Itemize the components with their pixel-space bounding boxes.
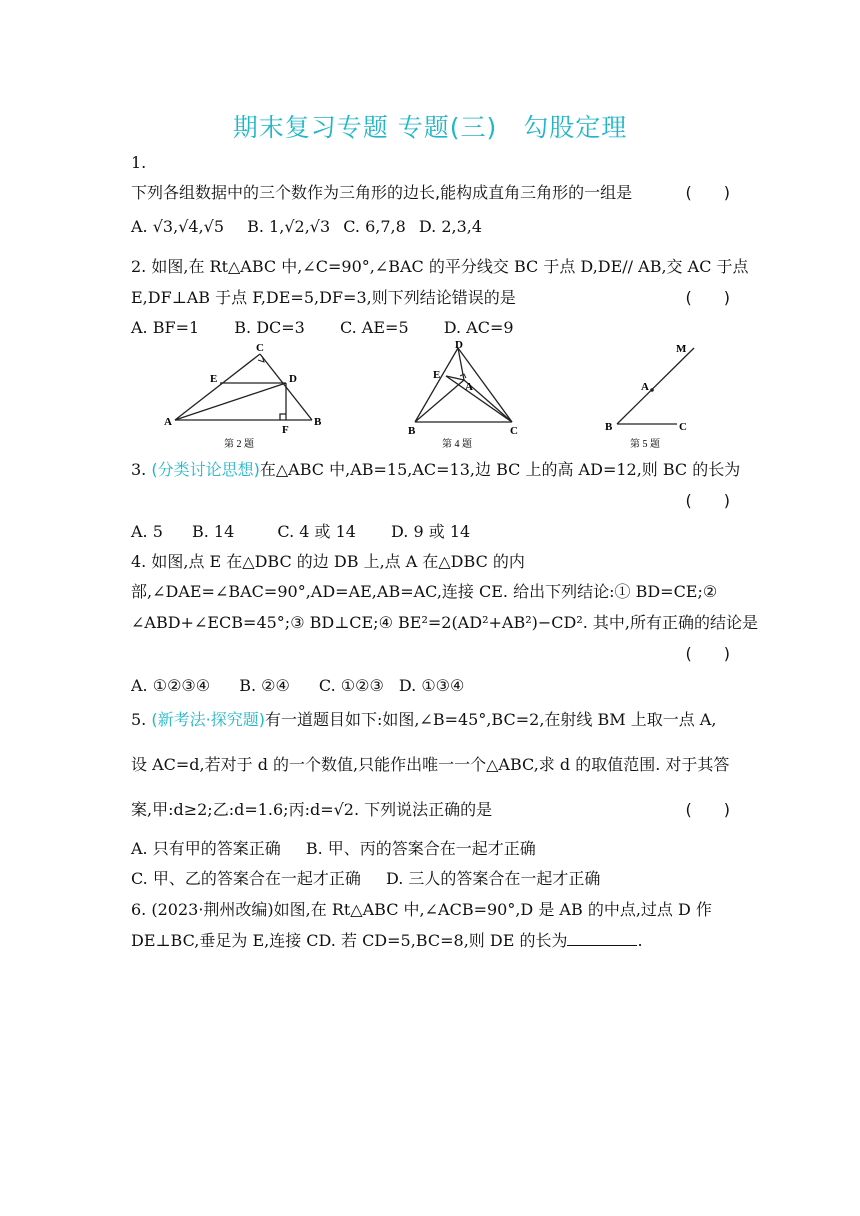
q2-option-a[interactable]: A. BF=1 (131, 318, 200, 337)
page-title: 期末复习专题 专题(三) 勾股定理 (232, 113, 628, 142)
q1-option-d[interactable]: D. 2,3,4 (418, 217, 483, 236)
fig2-caption: 第 2 题 (224, 439, 254, 450)
q4-options (131, 675, 464, 697)
fig2-label-f: F (282, 424, 289, 436)
fig2-label-b: B (314, 416, 322, 428)
q3-option-c[interactable]: C. 4 或 14 (277, 522, 356, 541)
figure-5 (617, 348, 694, 424)
q1-option-b[interactable]: B. 1,√2,√3 (247, 217, 331, 236)
q5-options-row1 (131, 838, 536, 860)
q4-line3: ∠ABD+∠ECB=45°;③ BD⊥CE;④ BE²=2(AD²+AB²)−CD². 其中,所有正确的结论是 (131, 613, 759, 632)
figures-strip (0, 338, 860, 458)
q1-paren: ( ) (685, 183, 730, 202)
q5-options-row2 (131, 868, 600, 890)
fig5-label-a: A (641, 381, 649, 393)
q6-line1: 6. (2023·荆州改编)如图,在 Rt△ABC 中,∠ACB=90°,D 是 AB 的中点,过点 D 作 (131, 900, 712, 919)
q4-option-d[interactable]: D. ①③④ (398, 676, 465, 695)
q5-paren: ( ) (685, 800, 730, 819)
q5-number: 5. (131, 710, 147, 729)
q2-paren: ( ) (685, 288, 730, 307)
fig5-caption: 第 5 题 (630, 439, 660, 450)
q2-line2: E,DF⊥AB 于点 F,DE=5,DF=3,则下列结论错误的是 (131, 288, 516, 307)
q1-options (131, 216, 482, 238)
fig4-label-a: A (465, 381, 473, 393)
fig4-label-c: C (510, 425, 518, 437)
q5-line1 (131, 709, 716, 731)
q6-text2-end: . (637, 931, 643, 950)
q4-option-a[interactable]: A. ①②③④ (131, 676, 211, 695)
fig4-label-e: E (433, 369, 441, 381)
q2-line1: 2. 如图,在 Rt△ABC 中,∠C=90°,∠BAC 的平分线交 BC 于点 D,DE// AB,交 AC 于点 (131, 257, 749, 276)
fig2-label-c: C (256, 342, 264, 354)
q3-options (131, 521, 470, 543)
fig2-label-a: A (164, 416, 172, 428)
q3-number: 3. (131, 460, 147, 479)
figure-4 (415, 348, 512, 422)
q3-option-b[interactable]: B. 14 (192, 522, 235, 541)
q5-text1: 有一道题目如下:如图,∠B=45°,BC=2,在射线 BM 上取一点 A, (264, 710, 717, 729)
q2-option-c[interactable]: C. AE=5 (339, 318, 409, 337)
q5-option-d[interactable]: D. 三人的答案合在一起才正确 (385, 869, 601, 888)
q1-text: 下列各组数据中的三个数作为三角形的边长,能构成直角三角形的一组是 (131, 183, 633, 202)
figure-2 (175, 354, 312, 420)
q3-option-a[interactable]: A. 5 (131, 522, 163, 541)
q3-option-d[interactable]: D. 9 或 14 (391, 522, 471, 541)
q5-option-a[interactable]: A. 只有甲的答案正确 (131, 839, 281, 858)
fig5-point-a (650, 388, 654, 392)
q2-option-d[interactable]: D. AC=9 (443, 318, 514, 337)
fig4-label-b: B (408, 425, 416, 437)
q3-line (131, 459, 740, 481)
q4-option-c[interactable]: C. ①②③ (318, 676, 384, 695)
q5-line3: 案,甲:d≥2;乙:d=1.6;丙:d=√2. 下列说法正确的是 (131, 800, 493, 819)
q3-paren: ( ) (685, 491, 730, 510)
q5-tag: (新考法·探究题) (151, 710, 265, 729)
q4-line1: 4. 如图,点 E 在△DBC 的边 DB 上,点 A 在△DBC 的内 (131, 552, 525, 571)
q4-line2: 部,∠DAE=∠BAC=90°,AD=AE,AB=AC,连接 CE. 给出下列结论:① BD=CE;② (131, 582, 718, 601)
q5-option-c[interactable]: C. 甲、乙的答案合在一起才正确 (131, 869, 361, 888)
q2-options (131, 317, 514, 339)
q1-option-a[interactable]: A. √3,√4,√5 (131, 217, 225, 236)
fig2-label-e: E (210, 373, 218, 385)
fig4-label-d: D (455, 339, 463, 351)
q5-line2: 设 AC=d,若对于 d 的一个数值,只能作出唯一一个△ABC,求 d 的取值范围. 对于其答 (131, 755, 730, 774)
q6-text2: DE⊥BC,垂足为 E,连接 CD. 若 CD=5,BC=8,则 DE 的长为 (131, 931, 568, 950)
fig4-caption: 第 4 题 (442, 439, 472, 450)
q3-tag: (分类讨论思想) (151, 460, 260, 479)
q1-number: 1. (131, 153, 147, 172)
fig5-label-b: B (605, 421, 613, 433)
fig5-label-c: C (679, 421, 687, 433)
q5-option-b[interactable]: B. 甲、丙的答案合在一起才正确 (305, 839, 536, 858)
q6-answer-blank[interactable] (567, 929, 637, 946)
q3-text: 在△ABC 中,AB=15,AC=13,边 BC 上的高 AD=12,则 BC 的长为 (259, 460, 741, 479)
q4-option-b[interactable]: B. ②④ (239, 676, 290, 695)
q2-option-b[interactable]: B. DC=3 (234, 318, 305, 337)
fig2-label-d: D (289, 373, 297, 385)
q1-option-c[interactable]: C. 6,7,8 (343, 217, 406, 236)
q6-line2 (131, 929, 643, 952)
fig5-label-m: M (676, 343, 687, 355)
q4-paren: ( ) (685, 644, 730, 663)
